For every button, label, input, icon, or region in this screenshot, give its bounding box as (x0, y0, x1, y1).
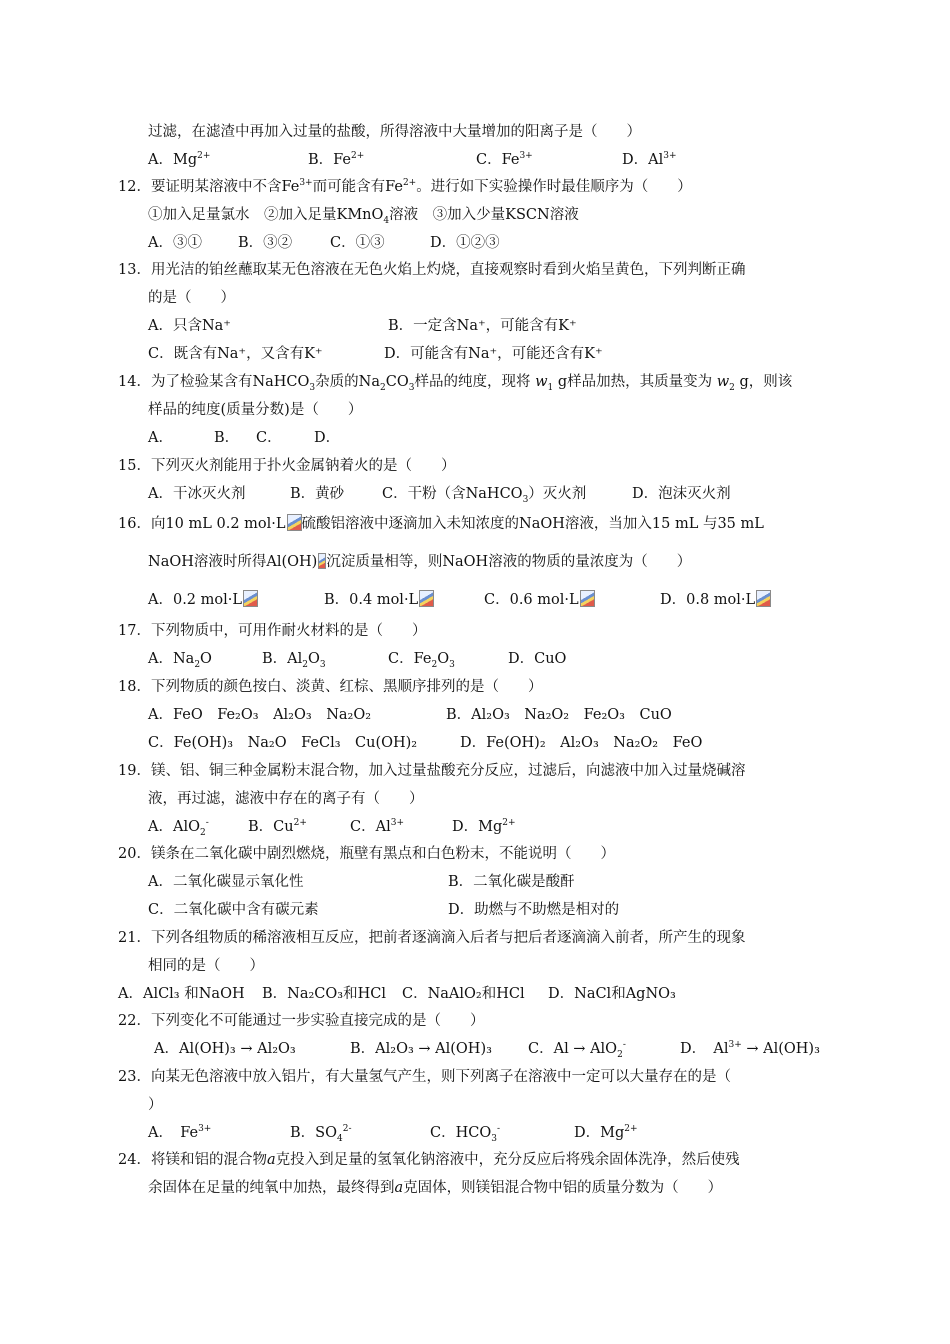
q16-stem-cont: NaOH溶液时所得Al(OH) 沉淀质量相等，则NaOH溶液的物质的量浓度为（ ） (148, 554, 692, 570)
q17-option-b: B．$Al_2O_3$ (262, 651, 326, 670)
q20-option-d: D．助燃与不助燃是相对的 (448, 902, 620, 918)
q11-line2: 过滤，在滤渣中再加入过量的盐酸，所得溶液中大量增加的阳离子是（ ） (148, 124, 641, 140)
q21-stem: 21．下列各组物质的稀溶液相互反应，把前者逐滴滴入后者与把后者逐滴滴入前者，所产生的现象 (118, 930, 746, 946)
q13-option-b: B．一定含Na⁺，可能含有K⁺ (388, 318, 577, 334)
q14-stem: 14．为了检验某含有NaHCO$_3$杂质的$Na_2CO_3$样品的纯度，现将 $w_1$ g样品加热，其质量变为 $w_2$ g，则该 (118, 374, 793, 393)
q14-option-b: B． (214, 430, 240, 446)
q22-option-a: A．Al(OH)₃ → Al₂O₃ (154, 1041, 296, 1057)
q21-option-d: D．NaCl和AgNO₃ (548, 986, 676, 1002)
q21-option-c: C．NaAlO₂和HCl (402, 986, 525, 1002)
q16-option-a: A．0.2 mol·L (148, 590, 258, 610)
q19-option-c: C．$Al^{3+}$ (350, 818, 404, 835)
q23-option-d: D．$Mg^{2+}$ (574, 1124, 638, 1141)
q14-option-a: A． (148, 430, 173, 446)
q17-option-c: C．$Fe_2O_3$ (388, 651, 455, 670)
broken-image-icon (243, 590, 258, 607)
q23-option-b: B．$SO_4^{2-}$ (290, 1124, 352, 1144)
q22-stem: 22．下列变化不可能通过一步实验直接完成的是（ ） (118, 1013, 485, 1029)
broken-image-icon (287, 514, 302, 531)
q11-option-b: B．$Fe^{2+}$ (308, 151, 365, 168)
q22-option-c: C．Al → AlO$_2$- (528, 1040, 626, 1060)
q16-option-c: C．0.6 mol·L (484, 590, 595, 610)
q19-option-b: B．$Cu^{2+}$ (248, 818, 307, 835)
q18-option-a: A．FeO Fe₂O₃ Al₂O₃ Na₂O₂ (148, 707, 372, 723)
q14-option-c: C． (256, 430, 282, 446)
q21-stem-cont: 相同的是（ ） (148, 958, 264, 974)
q18-option-d: D．Fe(OH)₂ Al₂O₃ Na₂O₂ FeO (460, 735, 703, 751)
q14-stem-cont: 样品的纯度(质量分数)是（ ） (148, 402, 363, 418)
q15-option-d: D．泡沫灭火剂 (632, 486, 731, 502)
q13-option-c: C．既含有Na⁺，又含有K⁺ (148, 346, 323, 362)
q15-option-a: A．干冰灭火剂 (148, 486, 246, 502)
q12-option-b: B．③② (238, 235, 293, 251)
q16-stem: 16．向10 mL 0.2 mol·L 硫酸铝溶液中逐滴加入未知浓度的NaOH溶液，当加入15 mL 与35 mL (118, 516, 764, 532)
q11-option-d: D．$Al^{3+}$ (622, 151, 677, 168)
q24-stem: 24．将镁和铝的混合物a克投入到足量的氢氧化钠溶液中，充分反应后将残余固体洗净，然后使残 (118, 1152, 740, 1168)
q21-option-b: B．Na₂CO₃和HCl (262, 986, 386, 1002)
q22-option-b: B．Al₂O₃ → Al(OH)₃ (350, 1041, 492, 1057)
q21-option-a: A．AlCl₃ 和NaOH (118, 986, 245, 1002)
q15-option-b: B．黄砂 (290, 486, 345, 502)
q12-option-c: C．①③ (330, 235, 385, 251)
q18-option-c: C．Fe(OH)₃ Na₂O FeCl₃ Cu(OH)₂ (148, 735, 418, 751)
broken-image-icon (318, 553, 326, 569)
q17-option-d: D．CuO (508, 651, 567, 667)
q23-option-c: C．$HCO_3^-$ (430, 1124, 501, 1144)
broken-image-icon (419, 590, 434, 607)
q12-option-a: A．③① (148, 235, 202, 251)
q12-option-d: D．①②③ (430, 235, 500, 251)
q23-stem-cont: ） (148, 1097, 163, 1113)
q14-option-d: D． (314, 430, 341, 446)
q16-option-d: D．0.8 mol·L (660, 590, 771, 610)
q23-stem: 23．向某无色溶液中放入铝片，有大量氢气产生，则下列离子在溶液中一定可以大量存在的是（ (118, 1069, 731, 1085)
q18-stem: 18．下列物质的颜色按白、淡黄、红棕、黑顺序排列的是（ ） (118, 679, 543, 695)
q23-option-a: A． $Fe^{3+}$ (148, 1124, 212, 1141)
q12-steps: ①加入足量氯水 ②加入足量KMnO$_4$溶液 ③加入少量KSCN溶液 (148, 207, 579, 226)
q15-option-c: C．干粉（含NaHCO$_3$）灭火剂 (382, 486, 587, 505)
q17-stem: 17．下列物质中，可用作耐火材料的是（ ） (118, 623, 427, 639)
broken-image-icon (580, 590, 595, 607)
q13-option-a: A．只含Na⁺ (148, 318, 231, 334)
q20-option-b: B．二氧化碳是酸酐 (448, 874, 575, 890)
broken-image-icon (756, 590, 771, 607)
q13-stem: 13．用光洁的铂丝蘸取某无色溶液在无色火焰上灼烧，直接观察时看到火焰呈黄色，下列判断正确 (118, 262, 746, 278)
q11-option-c: C．$Fe^{3+}$ (476, 151, 533, 168)
q19-option-a: A．AlO$_2$- (148, 818, 209, 838)
q20-option-a: A．二氧化碳显示氧化性 (148, 874, 304, 890)
q15-stem: 15．下列灭火剂能用于扑火金属钠着火的是（ ） (118, 458, 456, 474)
q19-stem: 19．镁、铝、铜三种金属粉末混合物，加入过量盐酸充分反应，过滤后，向滤液中加入过量烧碱溶 (118, 763, 746, 779)
q22-option-d: D． $Al^{3+} \to Al(OH)_3$ (680, 1040, 820, 1057)
q11-option-a: A．$Mg^{2+}$ (148, 151, 211, 168)
q12-stem: 12．要证明某溶液中不含$Fe^{3+}$而可能含有$Fe^{2+}$。进行如下实验操作时最佳顺序为（ ） (118, 178, 692, 195)
q19-option-d: D．$Mg^{2+}$ (452, 818, 516, 835)
q20-stem: 20．镁条在二氧化碳中剧烈燃烧，瓶壁有黑点和白色粉末，不能说明（ ） (118, 846, 615, 862)
q13-option-d: D．可能含有Na⁺，可能还含有K⁺ (384, 346, 603, 362)
q13-stem-cont: 的是（ ） (148, 290, 235, 306)
q24-stem-cont: 余固体在足量的纯氧中加热，最终得到a克固体，则镁铝混合物中铝的质量分数为（ ） (148, 1180, 723, 1196)
q16-option-b: B．0.4 mol·L (324, 590, 434, 610)
q19-stem-cont: 液，再过滤，滤液中存在的离子有（ ） (148, 791, 424, 807)
q17-option-a: A．$Na_2O$ (148, 651, 212, 670)
q18-option-b: B．Al₂O₃ Na₂O₂ Fe₂O₃ CuO (446, 707, 672, 723)
q20-option-c: C．二氧化碳中含有碳元素 (148, 902, 319, 918)
